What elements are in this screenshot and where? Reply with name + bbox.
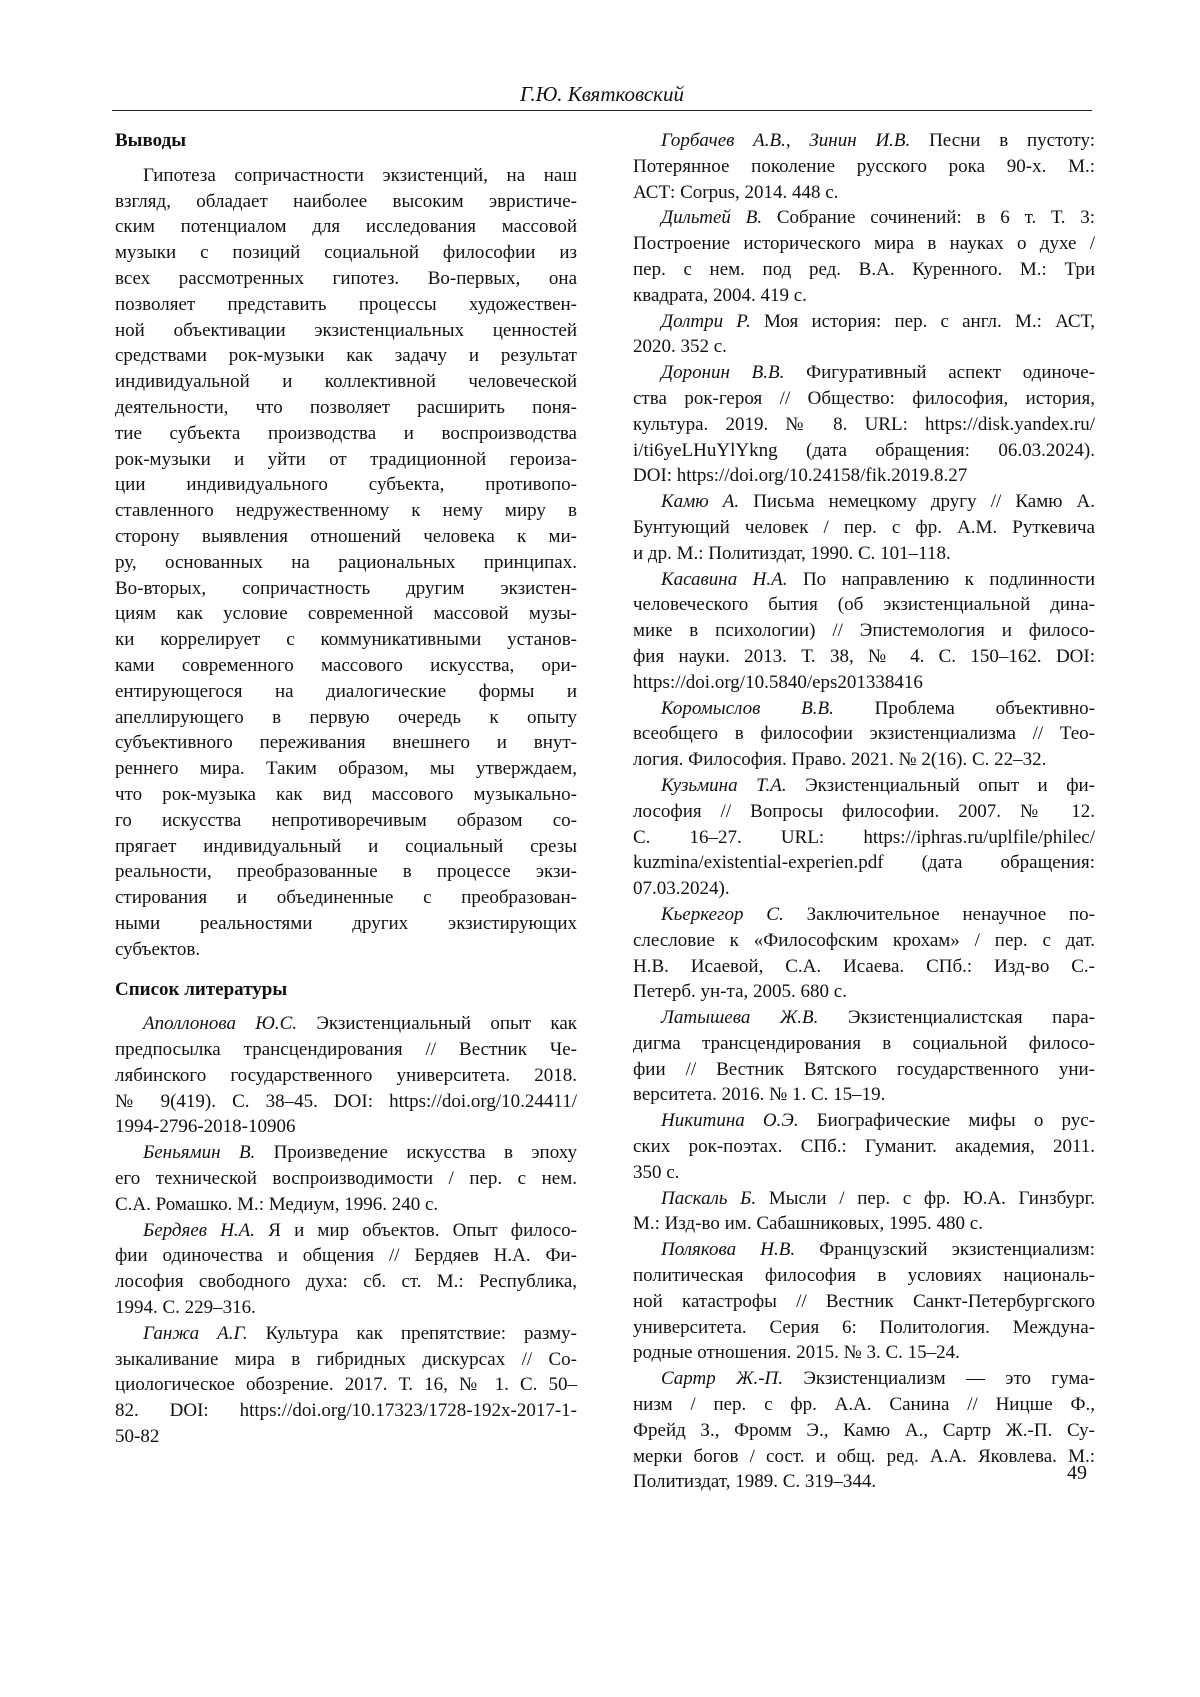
- text-line: ными реальностями других экзистирующих: [115, 912, 577, 934]
- reference-text: Французский экзистенциализм:: [795, 1239, 1095, 1261]
- reference-line: циологическое обозрение. 2017. Т. 16, № 1. С. 50–: [115, 1374, 577, 1396]
- reference-item: [633, 360, 1095, 489]
- reference-text: Экзистенциальный опыт и фи-: [786, 774, 1095, 796]
- text-line: ру, основанных на рациональных принципах.: [115, 551, 577, 573]
- text-line: взгляд, обладает наиболее высоким эвристиче-: [115, 190, 577, 212]
- reference-author: Латышева Ж.В.: [661, 1007, 819, 1029]
- reference-line: фии // Вестник Вятского государственного уни-: [633, 1058, 1095, 1080]
- text-line: деятельности, что позволяет расширить поня-: [115, 396, 577, 418]
- reference-line: человеческого бытия (об экзистенциальной дина-: [633, 594, 1095, 616]
- reference-item: [633, 696, 1095, 773]
- reference-author: Горбачев А.В., Зинин И.В.: [661, 130, 911, 151]
- text-line: ки коррелирует с коммуникативными установ-: [115, 629, 577, 651]
- reference-line: культура. 2019. № 8. URL: https://disk.yandex.ru/: [633, 413, 1095, 435]
- reference-first-line: [633, 696, 1095, 722]
- reference-author: Касавина Н.А.: [661, 568, 788, 590]
- text-line: рок-музыки и уйти от традиционной героиза-: [115, 448, 577, 470]
- reference-line: Политиздат, 1989. С. 319–344.: [633, 1471, 877, 1493]
- reference-text: Экзистенциалистская пара-: [818, 1007, 1095, 1029]
- text-line: ной объективации экзистенциальных ценностей: [115, 319, 577, 341]
- reference-first-line: [633, 1366, 1095, 1392]
- reference-author: Беньямин В.: [143, 1142, 256, 1164]
- reference-author: Сартр Ж.-П.: [661, 1368, 784, 1390]
- text-line: стирования и объединенные с преобразован-: [115, 887, 577, 909]
- reference-line: Н.В. Исаевой, С.А. Исаева. СПб.: Изд-во С.-: [633, 955, 1095, 977]
- text-line: Гипотеза сопричастности экзистенций, на наш: [143, 164, 577, 186]
- reference-text: Проблема объективно-: [833, 697, 1095, 719]
- reference-text: Культура как препятствие: разму-: [247, 1322, 578, 1344]
- reference-text: Мысли / пер. с фр. Ю.А. Гинзбург.: [756, 1187, 1095, 1209]
- reference-text: Произведение искусства в эпоху: [255, 1142, 578, 1164]
- reference-author: Полякова Н.В.: [661, 1239, 796, 1261]
- reference-line: политическая философия в условиях националь-: [633, 1265, 1095, 1287]
- reference-line: университета. Серия 6: Политология. Междуна-: [633, 1316, 1095, 1338]
- reference-first-line: [633, 128, 1095, 154]
- reference-item: [633, 128, 1095, 205]
- reference-text: Заключительное ненаучное по-: [783, 903, 1095, 925]
- reference-line: лософия свободного духа: сб. ст. М.: Республика,: [115, 1271, 577, 1293]
- reference-item: [633, 773, 1095, 902]
- reference-first-line: [633, 309, 1095, 335]
- reference-item: [633, 1186, 1095, 1238]
- references-list-left: [115, 1011, 577, 1450]
- text-line: индивидуальной и коллективной человеческой: [115, 371, 577, 393]
- running-header: [112, 80, 1092, 111]
- reference-first-line: [115, 1011, 577, 1037]
- reference-text: Фигуративный аспект одиноче-: [784, 362, 1095, 384]
- reference-line: Петерб. ун-та, 2005. 680 с.: [633, 981, 847, 1003]
- conclusions-paragraph: [115, 163, 577, 963]
- reference-line: слесловие к «Философским крохам» / пер. с дат.: [633, 929, 1095, 951]
- reference-line: лософия // Вопросы философии. 2007. № 12.: [633, 800, 1095, 822]
- text-line: ставленного недружественному к нему миру в: [115, 500, 577, 522]
- reference-text: Собрание сочинений: в 6 т. Т. 3:: [762, 207, 1096, 229]
- reference-line: фии одиночества и общения // Бердяев Н.А. Фи-: [115, 1245, 577, 1267]
- reference-text: Экзистенциализм — это гума-: [783, 1368, 1095, 1390]
- reference-item: [633, 1108, 1095, 1185]
- reference-line: квадрата, 2004. 419 с.: [633, 284, 807, 306]
- reference-item: [633, 1237, 1095, 1366]
- reference-line: фия науки. 2013. Т. 38, № 4. С. 150–162. DOI:: [633, 645, 1095, 667]
- reference-item: [633, 567, 1095, 696]
- text-line: субъективного переживания внешнего и внут-: [115, 732, 577, 754]
- reference-line: М.: Изд-во им. Сабашниковых, 1995. 480 с.: [633, 1213, 983, 1235]
- reference-author: Дильтей В.: [661, 207, 763, 229]
- reference-author: Доронин В.В.: [661, 362, 785, 384]
- reference-line: верситета. 2016. № 1. С. 15–19.: [633, 1084, 886, 1106]
- reference-first-line: [115, 1321, 577, 1347]
- page-number: 49: [1067, 1462, 1087, 1484]
- text-line: апеллирующего в первую очередь к опыту: [115, 706, 577, 728]
- reference-text: Экзистенциальный опыт как: [297, 1013, 578, 1035]
- reference-text: Биографические мифы о рус-: [798, 1110, 1095, 1132]
- references-heading: Список литературы: [115, 978, 288, 1000]
- reference-line: С.А. Ромашко. М.: Медиум, 1996. 240 с.: [115, 1193, 439, 1215]
- reference-first-line: [633, 1186, 1095, 1212]
- reference-line: АСТ: Corpus, 2014. 448 с.: [633, 181, 839, 203]
- text-line: всех рассмотренных гипотез. Во-первых, она: [115, 267, 577, 289]
- reference-text: По направлению к подлинности: [787, 568, 1095, 590]
- reference-line: 82. DOI: https://doi.org/10.17323/1728-192x-2017-1-: [115, 1400, 577, 1422]
- reference-item: [633, 902, 1095, 1005]
- reference-line: 1994. С. 229–316.: [115, 1297, 256, 1319]
- text-line: субъектов.: [115, 938, 201, 960]
- reference-first-line: [633, 205, 1095, 231]
- reference-line: родные отношения. 2015. № 3. С. 15–24.: [633, 1342, 960, 1364]
- text-line: циям как условие современной массовой музы-: [115, 603, 577, 625]
- reference-text: Письма немецкому другу // Камю А.: [739, 491, 1096, 513]
- reference-line: Фрейд З., Фромм Э., Камю А., Сартр Ж.-П. Су-: [633, 1419, 1095, 1441]
- reference-first-line: [633, 773, 1095, 799]
- header-author: Г.Ю. Квятковский: [519, 82, 684, 106]
- reference-line: DOI: https://doi.org/10.24158/fik.2019.8.27: [633, 465, 968, 487]
- reference-text: Моя история: пер. с англ. М.: АСТ,: [750, 310, 1095, 332]
- text-line: ками современного массового искусства, ори-: [115, 654, 577, 676]
- reference-author: Кьеркегор С.: [661, 903, 784, 925]
- reference-line: мике в психологии) // Эпистемология и филосо-: [633, 620, 1095, 642]
- reference-line: Бунтующий человек / пер. с фр. А.М. Руткевича: [633, 516, 1095, 538]
- reference-author: Аполлонова Ю.С.: [143, 1013, 298, 1035]
- reference-line: https://doi.org/10.5840/eps201338416: [633, 671, 923, 693]
- reference-line: предпосылка трансцендирования // Вестник Че-: [115, 1039, 577, 1061]
- reference-first-line: [115, 1218, 577, 1244]
- reference-line: i/ti6yeLHuYlYkng (дата обращения: 06.03.2024).: [633, 439, 1095, 461]
- text-line: средствами рок-музыки как задачу и результат: [115, 345, 577, 367]
- conclusions-heading: Выводы: [115, 130, 187, 151]
- reference-item: [115, 1218, 577, 1321]
- reference-line: 2020. 352 с.: [633, 336, 727, 358]
- reference-line: всеобщего в философии экзистенциализма // Тео-: [633, 723, 1095, 745]
- reference-text: Я и мир объектов. Опыт филосо-: [255, 1219, 578, 1241]
- reference-line: kuzmina/existential-experien.pdf (дата обращения:: [633, 852, 1095, 874]
- reference-line: № 9(419). С. 38–45. DOI: https://doi.org/10.24411/: [115, 1090, 577, 1112]
- reference-line: ной катастрофы // Вестник Санкт-Петербургского: [633, 1290, 1095, 1312]
- reference-line: Потерянное поколение русского рока 90-х. М.:: [633, 155, 1095, 177]
- reference-item: [115, 1140, 577, 1217]
- text-line: позволяет представить процессы художествен-: [115, 293, 577, 315]
- reference-first-line: [633, 360, 1095, 386]
- reference-item: [633, 205, 1095, 308]
- reference-line: дигма трансцендирования в социальной филосо-: [633, 1032, 1095, 1054]
- reference-first-line: [633, 1108, 1095, 1134]
- reference-line: 50-82: [115, 1426, 160, 1448]
- reference-line: логия. Философия. Право. 2021. № 2(16). С. 22–32.: [633, 749, 1047, 771]
- text-line: тие субъекта производства и воспроизводства: [115, 422, 577, 444]
- reference-author: Ганжа А.Г.: [143, 1322, 248, 1344]
- reference-line: пер. с нем. под ред. В.А. Куренного. М.: Три: [633, 258, 1095, 280]
- text-line: музыки с позиций социальной философии из: [115, 242, 577, 264]
- reference-item: [633, 1005, 1095, 1108]
- reference-line: его технической воспроизводимости / пер. с нем.: [115, 1168, 577, 1190]
- reference-first-line: [633, 1237, 1095, 1263]
- text-line: что рок-музыка как вид массового музыкально-: [115, 783, 577, 805]
- text-line: прягает индивидуальный и социальный срезы: [115, 835, 577, 857]
- reference-first-line: [633, 567, 1095, 593]
- text-line: го искусства непротиворечивым образом со-: [115, 809, 577, 831]
- reference-first-line: [633, 489, 1095, 515]
- reference-line: Построение исторического мира в науках о духе /: [633, 233, 1095, 255]
- reference-line: 07.03.2024).: [633, 878, 730, 900]
- text-line: реннего мира. Таким образом, мы утверждаем,: [115, 758, 577, 780]
- reference-author: Коромыслов В.В.: [661, 697, 834, 719]
- references-list-right: [633, 128, 1095, 1495]
- reference-item: [633, 309, 1095, 361]
- reference-first-line: [633, 1005, 1095, 1031]
- reference-item: [633, 489, 1095, 566]
- text-line: ским потенциалом для исследования массовой: [115, 216, 577, 238]
- text-line: Во-вторых, сопричастность другим экзистен-: [115, 577, 577, 599]
- reference-line: лябинского государственного университета. 2018.: [115, 1064, 577, 1086]
- reference-line: 1994-2796-2018-10906: [115, 1116, 296, 1138]
- reference-item: [115, 1011, 577, 1140]
- text-line: ции индивидуального субъекта, противопо-: [115, 474, 577, 496]
- reference-line: ских рок-поэтах. СПб.: Гуманит. академия, 2011.: [633, 1136, 1095, 1158]
- reference-author: Камю А.: [661, 491, 740, 513]
- reference-line: С. 16–27. URL: https://iphras.ru/uplfile/philec/: [633, 826, 1095, 848]
- reference-line: и др. М.: Политиздат, 1990. С. 101–118.: [633, 542, 951, 564]
- text-line: ентирующегося на диалогические формы и: [115, 680, 577, 702]
- reference-item: [115, 1321, 577, 1450]
- text-line: реальности, преобразованные в процессе экзи-: [115, 861, 577, 883]
- text-line: сторону выявления отношений человека к ми-: [115, 525, 577, 547]
- left-column: [115, 128, 577, 1450]
- reference-author: Паскаль Б.: [661, 1187, 757, 1209]
- reference-line: ства рок-героя // Общество: философия, история,: [633, 387, 1095, 409]
- reference-author: Никитина О.Э.: [661, 1110, 799, 1132]
- reference-author: Долтри Р.: [661, 310, 751, 332]
- reference-author: Кузьмина Т.А.: [661, 774, 787, 796]
- reference-line: 350 с.: [633, 1161, 680, 1183]
- reference-text: Песни в пустоту:: [910, 130, 1095, 151]
- reference-line: низм / пер. с фр. А.А. Санина // Ницше Ф.,: [633, 1394, 1095, 1416]
- reference-first-line: [633, 902, 1095, 928]
- reference-item: [633, 1366, 1095, 1495]
- reference-author: Бердяев Н.А.: [143, 1219, 256, 1241]
- reference-line: зыкаливание мира в гибридных дискурсах // Со-: [115, 1348, 577, 1370]
- reference-first-line: [115, 1140, 577, 1166]
- reference-line: мерки богов / сост. и общ. ред. А.А. Яковлева. М.:: [633, 1445, 1095, 1467]
